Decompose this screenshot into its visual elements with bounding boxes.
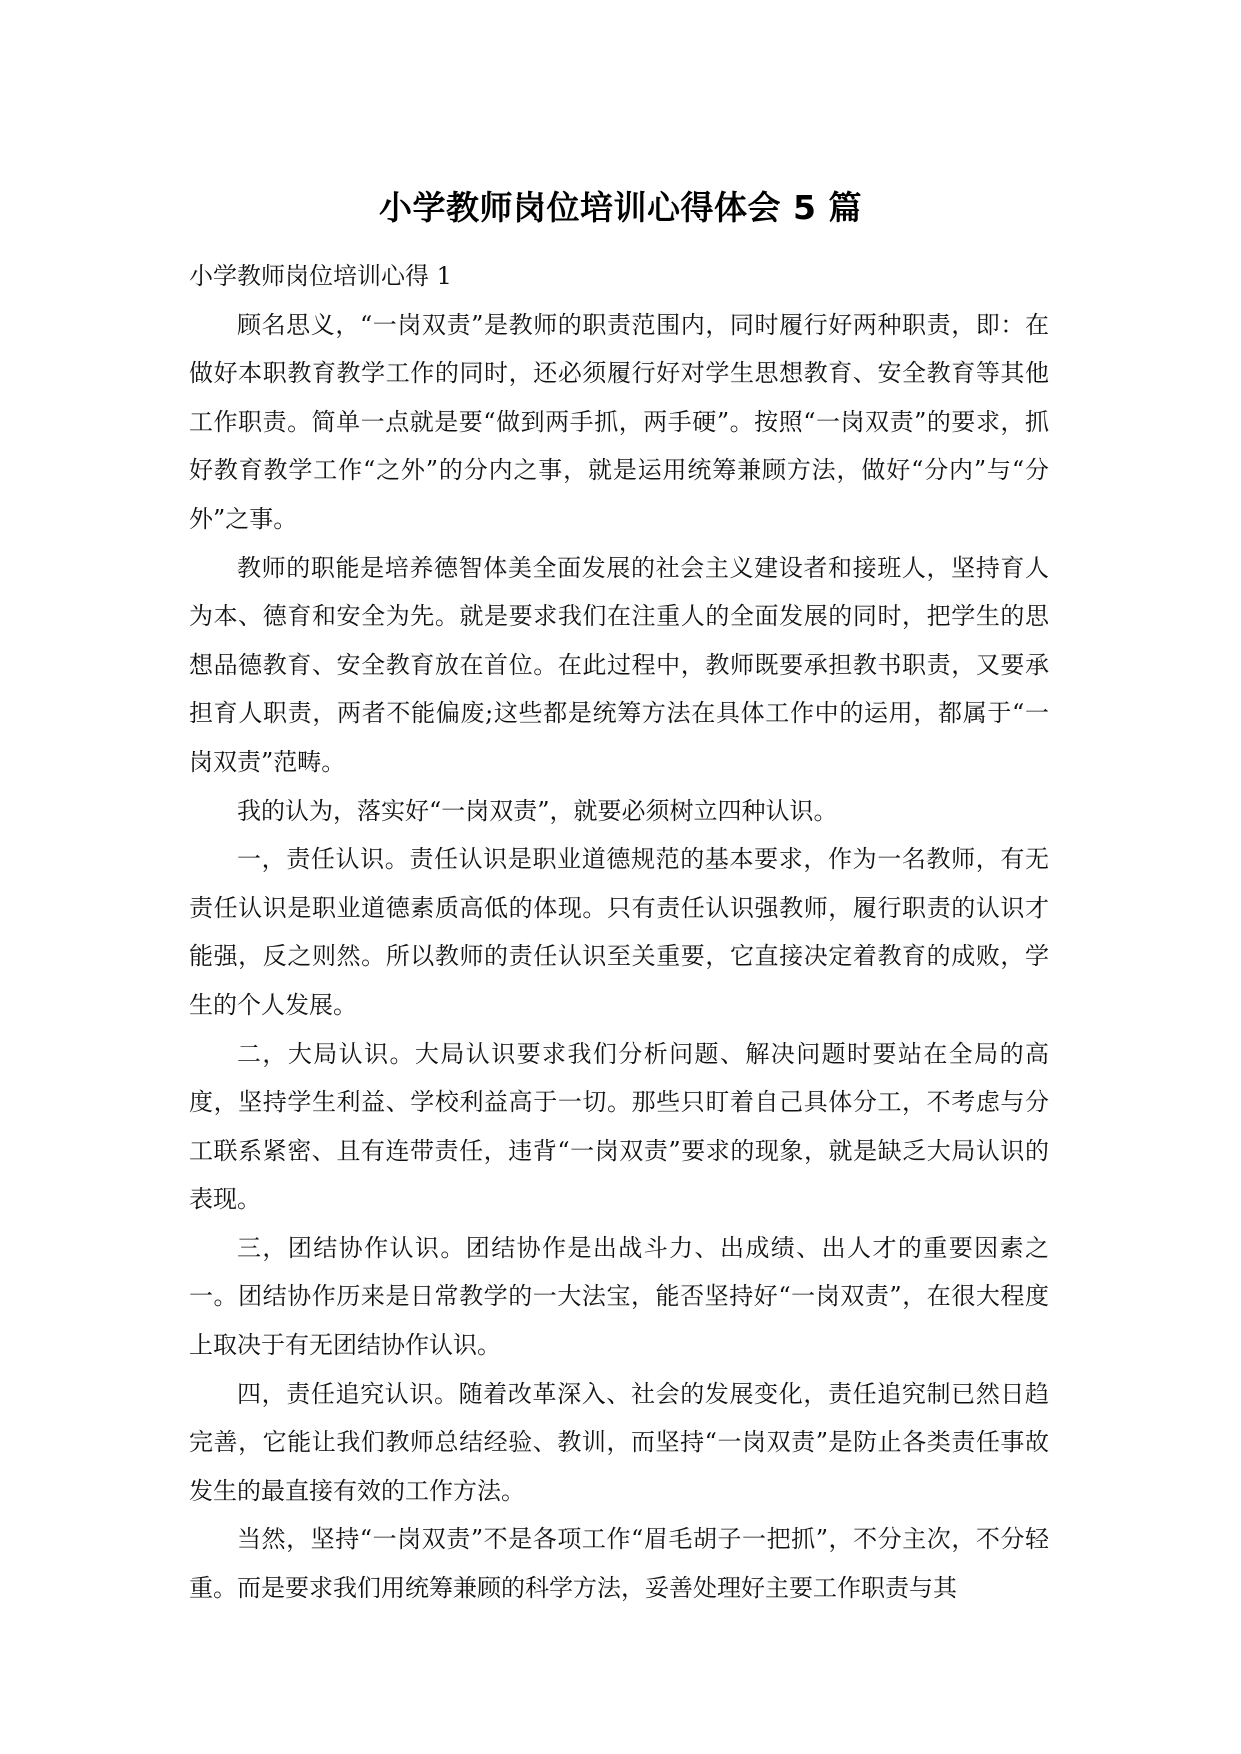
paragraph-8: 当然，坚持“一岗双责”不是各项工作“眉毛胡子一把抓”，不分主次，不分轻重。而是要求我们用统筹兼顾的科学方法，妥善处理好主要工作职责与其 [189,1525,1049,1603]
document-title: 小学教师岗位培训心得体会 5 篇 [379,188,862,227]
paragraph-2: 教师的职能是培养德智体美全面发展的社会主义建设者和接班人，坚持育人为本、德育和安全为先。就是要求我们在注重人的全面发展的同时，把学生的思想品德教育、安全教育放在首位。在此过程中，教师既要承担教书职责，又要承担育人职责，两者不能偏废;这些都是统筹方法在具体工作中的运用，都属于“一岗双责”范畴。 [189,553,1049,776]
paragraph-3: 我的认为，落实好“一岗双责”，就要必须树立四种认识。 [237,796,838,825]
paragraph-7: 四，责任追究认识。随着改革深入、社会的发展变化，责任追究制已然日趋完善，它能让我们教师总结经验、教训，而坚持“一岗双责”是防止各类责任事故发生的最直接有效的工作方法。 [189,1379,1049,1505]
paragraph-4: 一，责任认识。责任认识是职业道德规范的基本要求，作为一名教师，有无责任认识是职业道德素质高低的体现。只有责任认识强教师，履行职责的认识才能强，反之则然。所以教师的责任认识至关重要，它直接决定着教育的成败，学生的个人发展。 [189,845,1049,1019]
paragraph-5: 二，大局认识。大局认识要求我们分析问题、解决问题时要站在全局的高度，坚持学生利益、学校利益高于一切。那些只盯着自己具体分工，不考虑与分工联系紧密、且有连带责任，违背“一岗双责”要求的现象，就是缺乏大局认识的表现。 [189,1039,1049,1214]
section-heading: 小学教师岗位培训心得 1 [189,262,452,290]
document-body [189,252,1049,1613]
paragraph-6: 三，团结协作认识。团结协作是出战斗力、出成绩、出人才的重要因素之一。团结协作历来是日常教学的一大法宝，能否坚持好“一岗双责”，在很大程度上取决于有无团结协作认识。 [189,1233,1049,1360]
paragraph-1: 顾名思义，“一岗双责”是教师的职责范围内，同时履行好两种职责，即：在做好本职教育教学工作的同时，还必须履行好对学生思想教育、安全教育等其他工作职责。简单一点就是要“做到两手抓，两手硬”。按照“一岗双责”的要求，抓好教育教学工作“之外”的分内之事，就是运用统筹兼顾方法，做好“分内”与“分外”之事。 [189,310,1049,533]
